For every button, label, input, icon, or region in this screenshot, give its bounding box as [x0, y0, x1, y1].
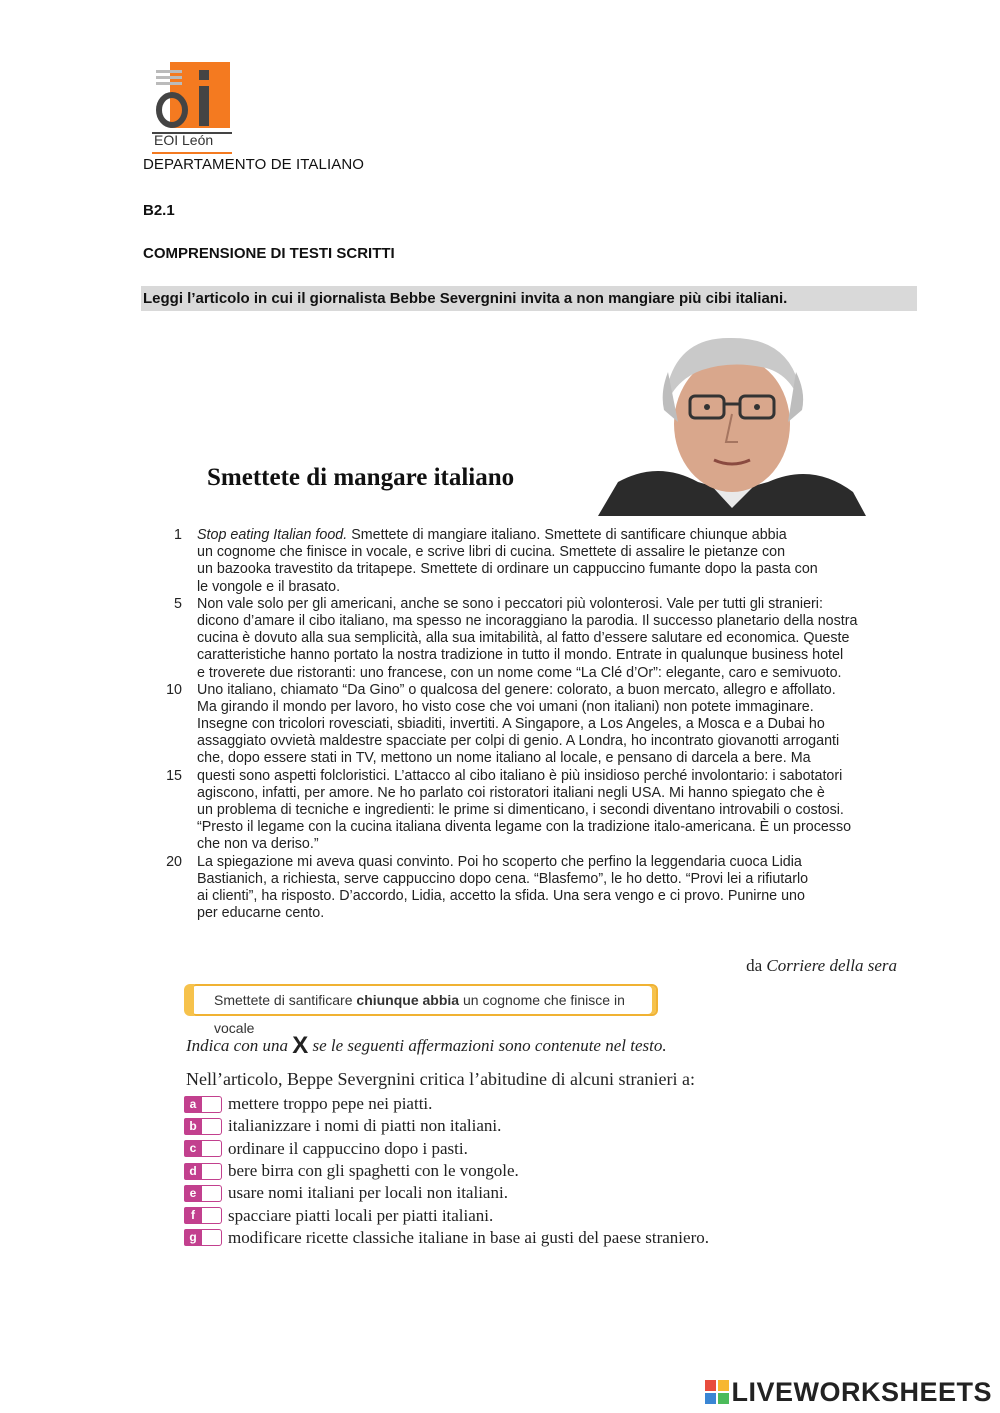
line-text: agiscono, infatti, per amore. Ne ho parlato coi ristoratori italiani negli USA. Mi hanno spiegato che è — [197, 784, 825, 801]
line-text: per educarne cento. — [197, 905, 325, 922]
logo-text: EOI León — [154, 132, 214, 148]
article-line — [160, 561, 900, 578]
line-text: “Presto il legame con la cucina italiana diventa legame con la tradizione italo-americana. È un processo — [197, 819, 852, 836]
line-number: 5 — [174, 595, 182, 612]
line-text: cucina è dovuto alla sua semplicità, alla sua imitabilità, al fatto d’essere salutare ed economica. Queste — [197, 630, 850, 647]
article-line — [160, 596, 900, 613]
option-letter: a — [184, 1096, 202, 1113]
option-text: italianizzare i nomi di piatti non italiani. — [228, 1116, 502, 1136]
liveworksheets-text: LIVEWORKSHEETS — [731, 1376, 992, 1407]
options-list — [184, 1093, 709, 1249]
article-line — [160, 871, 900, 888]
article-line — [160, 716, 900, 733]
option-letter: b — [184, 1118, 202, 1135]
option-text: spacciare piatti locali per piatti italiani. — [228, 1205, 494, 1225]
option-letter: e — [184, 1185, 202, 1202]
line-number: 20 — [166, 853, 182, 870]
line-text: caratteristiche hanno portato la nostra tradizione in tutto il mondo. Entrate in qualunque business hotel — [197, 647, 844, 664]
article-body — [160, 527, 900, 922]
exercise-instruction: Indica con una X se le seguenti affermazioni sono contenute nel testo. — [186, 1032, 667, 1059]
article-source: da Corriere della sera — [746, 956, 897, 975]
option-letter: d — [184, 1163, 202, 1180]
article-line — [160, 647, 900, 664]
quote-box: Smettete di santificare chiunque abbia un cognome che finisce in vocale — [190, 984, 658, 1016]
option-checkbox[interactable] — [202, 1096, 222, 1113]
line-text: dicono d’amare il cibo italiano, ma spesso ne incoraggiano la parodia. Il successo planetario della nostra — [197, 612, 858, 629]
option-checkbox[interactable] — [202, 1185, 222, 1202]
liveworksheets-logo — [705, 1377, 992, 1407]
line-text: che non va deriso.” — [197, 836, 319, 853]
line-text: che, dopo essere stati in TV, mettono un nome italiano al locale, e pensano di darcela a bere. Ma — [197, 750, 811, 767]
article-line — [160, 579, 900, 596]
option-letter: f — [184, 1207, 202, 1224]
exercise-intro: Nell’articolo, Beppe Severgnini critica l’abitudine di alcuni stranieri a: — [186, 1069, 695, 1089]
line-text: un bazooka travestito da tritapepe. Smettete di ordinare un cappuccino fumante dopo la pasta con — [197, 561, 818, 578]
option-text: usare nomi italiani per locali non italiani. — [228, 1183, 508, 1203]
eoi-leon-logo — [152, 62, 232, 154]
option-g — [184, 1227, 709, 1249]
article-line — [160, 819, 900, 836]
option-b — [184, 1115, 709, 1137]
article-line — [160, 630, 900, 647]
line-text: le vongole e il brasato. — [197, 578, 341, 595]
option-c — [184, 1138, 709, 1160]
option-e — [184, 1182, 709, 1204]
line-text: un problema di tecniche e ingredienti: le prime si dimenticano, i secondi diventano introvabili o costosi. — [197, 802, 844, 818]
line-text: assaggiato ovvietà maldestre spacciate per colpi di genio. A Londra, ho incontrato giovanotti arroganti — [197, 733, 840, 750]
option-d — [184, 1160, 709, 1182]
article-line — [160, 905, 900, 922]
article-line — [160, 768, 900, 785]
line-number: 1 — [174, 527, 182, 543]
option-text: bere birra con gli spaghetti con le vongole. — [228, 1161, 519, 1181]
article-line — [160, 854, 900, 871]
instruction-banner: Leggi l’articolo in cui il giornalista Bebbe Severgnini invita a non mangiare più cibi italiani. — [141, 286, 917, 311]
article-line — [160, 527, 900, 544]
article-line — [160, 888, 900, 905]
author-photo — [598, 332, 866, 516]
liveworksheets-icon — [705, 1380, 729, 1404]
option-checkbox[interactable] — [202, 1207, 222, 1224]
line-text: La spiegazione mi aveva quasi convinto. Poi ho scoperto che perfino la leggendaria cuoca Lidia — [197, 853, 802, 870]
x-mark-icon: X — [292, 1032, 309, 1059]
article-line — [160, 665, 900, 682]
article-line — [160, 613, 900, 630]
article-line — [160, 785, 900, 802]
article-line — [160, 733, 900, 750]
line-text: Bastianich, a richiesta, serve cappuccino dopo cena. “Blasfemo”, le ho detto. “Provi lei a rifiutarlo — [197, 870, 809, 887]
line-text: questi sono aspetti folcloristici. L’attacco al cibo italiano è più insidioso perché involontario: i sabotatori — [197, 767, 843, 784]
department-label: DEPARTAMENTO DE ITALIANO — [143, 156, 365, 173]
article-line — [160, 750, 900, 767]
level-label: B2.1 — [143, 202, 175, 219]
article-line — [160, 699, 900, 716]
option-text: modificare ricette classiche italiane in base ai gusti del paese straniero. — [228, 1227, 709, 1247]
article-line — [160, 802, 900, 819]
option-f — [184, 1204, 709, 1226]
option-checkbox[interactable] — [202, 1229, 222, 1246]
option-text: ordinare il cappuccino dopo i pasti. — [228, 1138, 468, 1158]
article-title: Smettete di mangare italiano — [207, 464, 515, 491]
line-text: un cognome che finisce in vocale, e scrive libri di cucina. Smettete di assalire le pietanze con — [197, 544, 786, 561]
line-text: Ma girando il mondo per lavoro, ho visto cose che voi umani (non italiani) non potete immaginare. — [197, 698, 814, 715]
option-checkbox[interactable] — [202, 1118, 222, 1135]
option-letter: c — [184, 1140, 202, 1157]
line-text: Uno italiano, chiamato “Da Gino” o qualcosa del genere: colorato, a buon mercato, allegro e affollato. — [197, 681, 836, 698]
line-number: 15 — [166, 767, 182, 784]
option-a — [184, 1093, 709, 1115]
line-text: ai clienti”, ha risposto. D’accordo, Lidia, accetto la sfida. Una sera vengo e ci provo. Punirne uno — [197, 887, 805, 904]
line-text: Stop eating Italian food. Smettete di mangiare italiano. Smettete di santificare chiunque abbia — [197, 527, 787, 543]
option-text: mettere troppo pepe nei piatti. — [228, 1094, 433, 1114]
article-line — [160, 682, 900, 699]
line-text: Non vale solo per gli americani, anche se sono i peccatori più volonterosi. Vale per tutti gli stranieri: — [197, 595, 823, 612]
article-line — [160, 836, 900, 853]
option-letter: g — [184, 1229, 202, 1246]
article-line — [160, 544, 900, 561]
line-number: 10 — [166, 681, 182, 698]
option-checkbox[interactable] — [202, 1140, 222, 1157]
option-checkbox[interactable] — [202, 1163, 222, 1180]
line-text: e troverete due ristoranti: uno francese, con un nome come “La Clé d’Or”: elegante, caro e semivuoto. — [197, 664, 842, 681]
section-heading: COMPRENSIONE DI TESTI SCRITTI — [143, 245, 395, 262]
line-text: Insegne con tricolori rovesciati, sbiaditi, invertiti. A Singapore, a Los Angeles, a Mosca e a Dubai ho — [197, 716, 825, 733]
